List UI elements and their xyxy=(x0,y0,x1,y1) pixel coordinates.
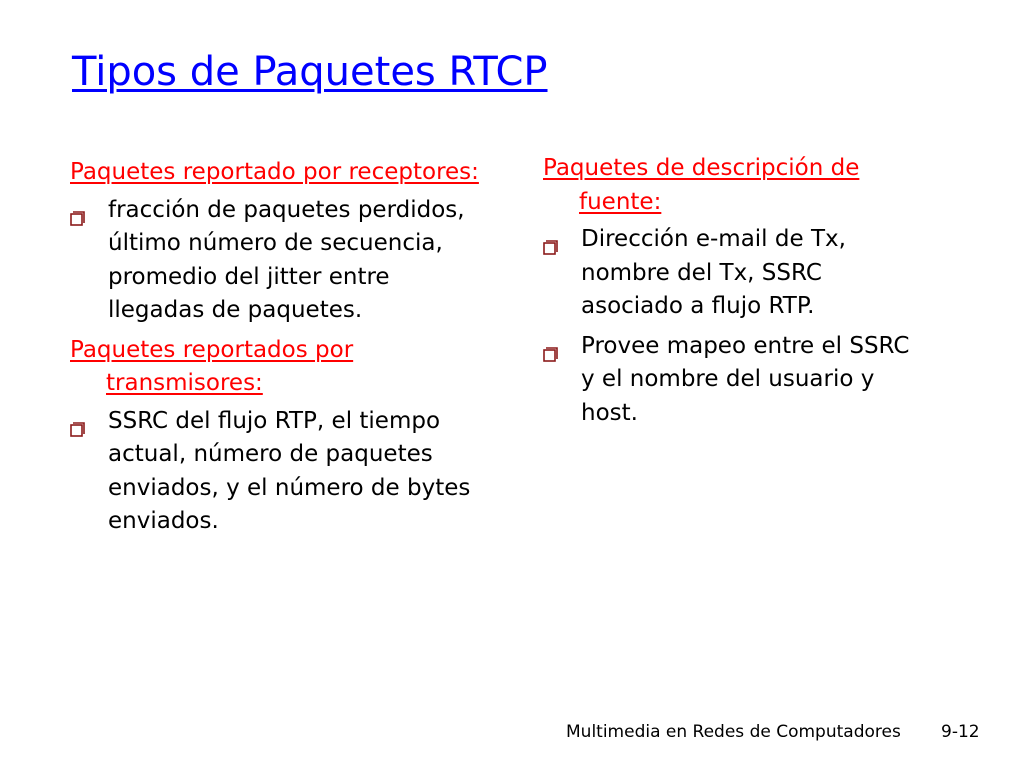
footer-course-title: Multimedia en Redes de Computadores xyxy=(566,722,901,742)
square-bullet-icon xyxy=(543,232,559,248)
square-bullet-icon xyxy=(70,414,86,430)
source-description-heading: Paquetes de descripción de fuente: xyxy=(543,155,860,215)
footer-page-number: 9-12 xyxy=(941,722,980,742)
right-column xyxy=(543,152,923,436)
receiver-report-bullet xyxy=(70,194,480,328)
left-column xyxy=(70,156,480,545)
slide-title: Tipos de Paquetes RTCP xyxy=(72,49,548,95)
source-description-bullet xyxy=(543,330,923,431)
sender-report-text: SSRC del flujo RTP, el tiempo actual, número de paquetes enviados, y el número de bytes enviados. xyxy=(108,407,471,534)
sender-report-bullet xyxy=(70,405,480,539)
square-bullet-icon xyxy=(543,339,559,355)
source-description-bullet xyxy=(543,223,923,324)
square-bullet-icon xyxy=(70,203,86,219)
source-description-text: Provee mapeo entre el SSRC y el nombre del usuario y host. xyxy=(581,332,910,426)
receiver-report-text: fracción de paquetes perdidos, último número de secuencia, promedio del jitter entre llegadas de paquetes. xyxy=(108,196,465,323)
receiver-report-heading: Paquetes reportado por receptores: xyxy=(70,159,479,185)
sender-report-heading: Paquetes reportados por transmisores: xyxy=(70,336,354,396)
source-description-text: Dirección e-mail de Tx, nombre del Tx, SSRC asociado a flujo RTP. xyxy=(581,226,846,319)
